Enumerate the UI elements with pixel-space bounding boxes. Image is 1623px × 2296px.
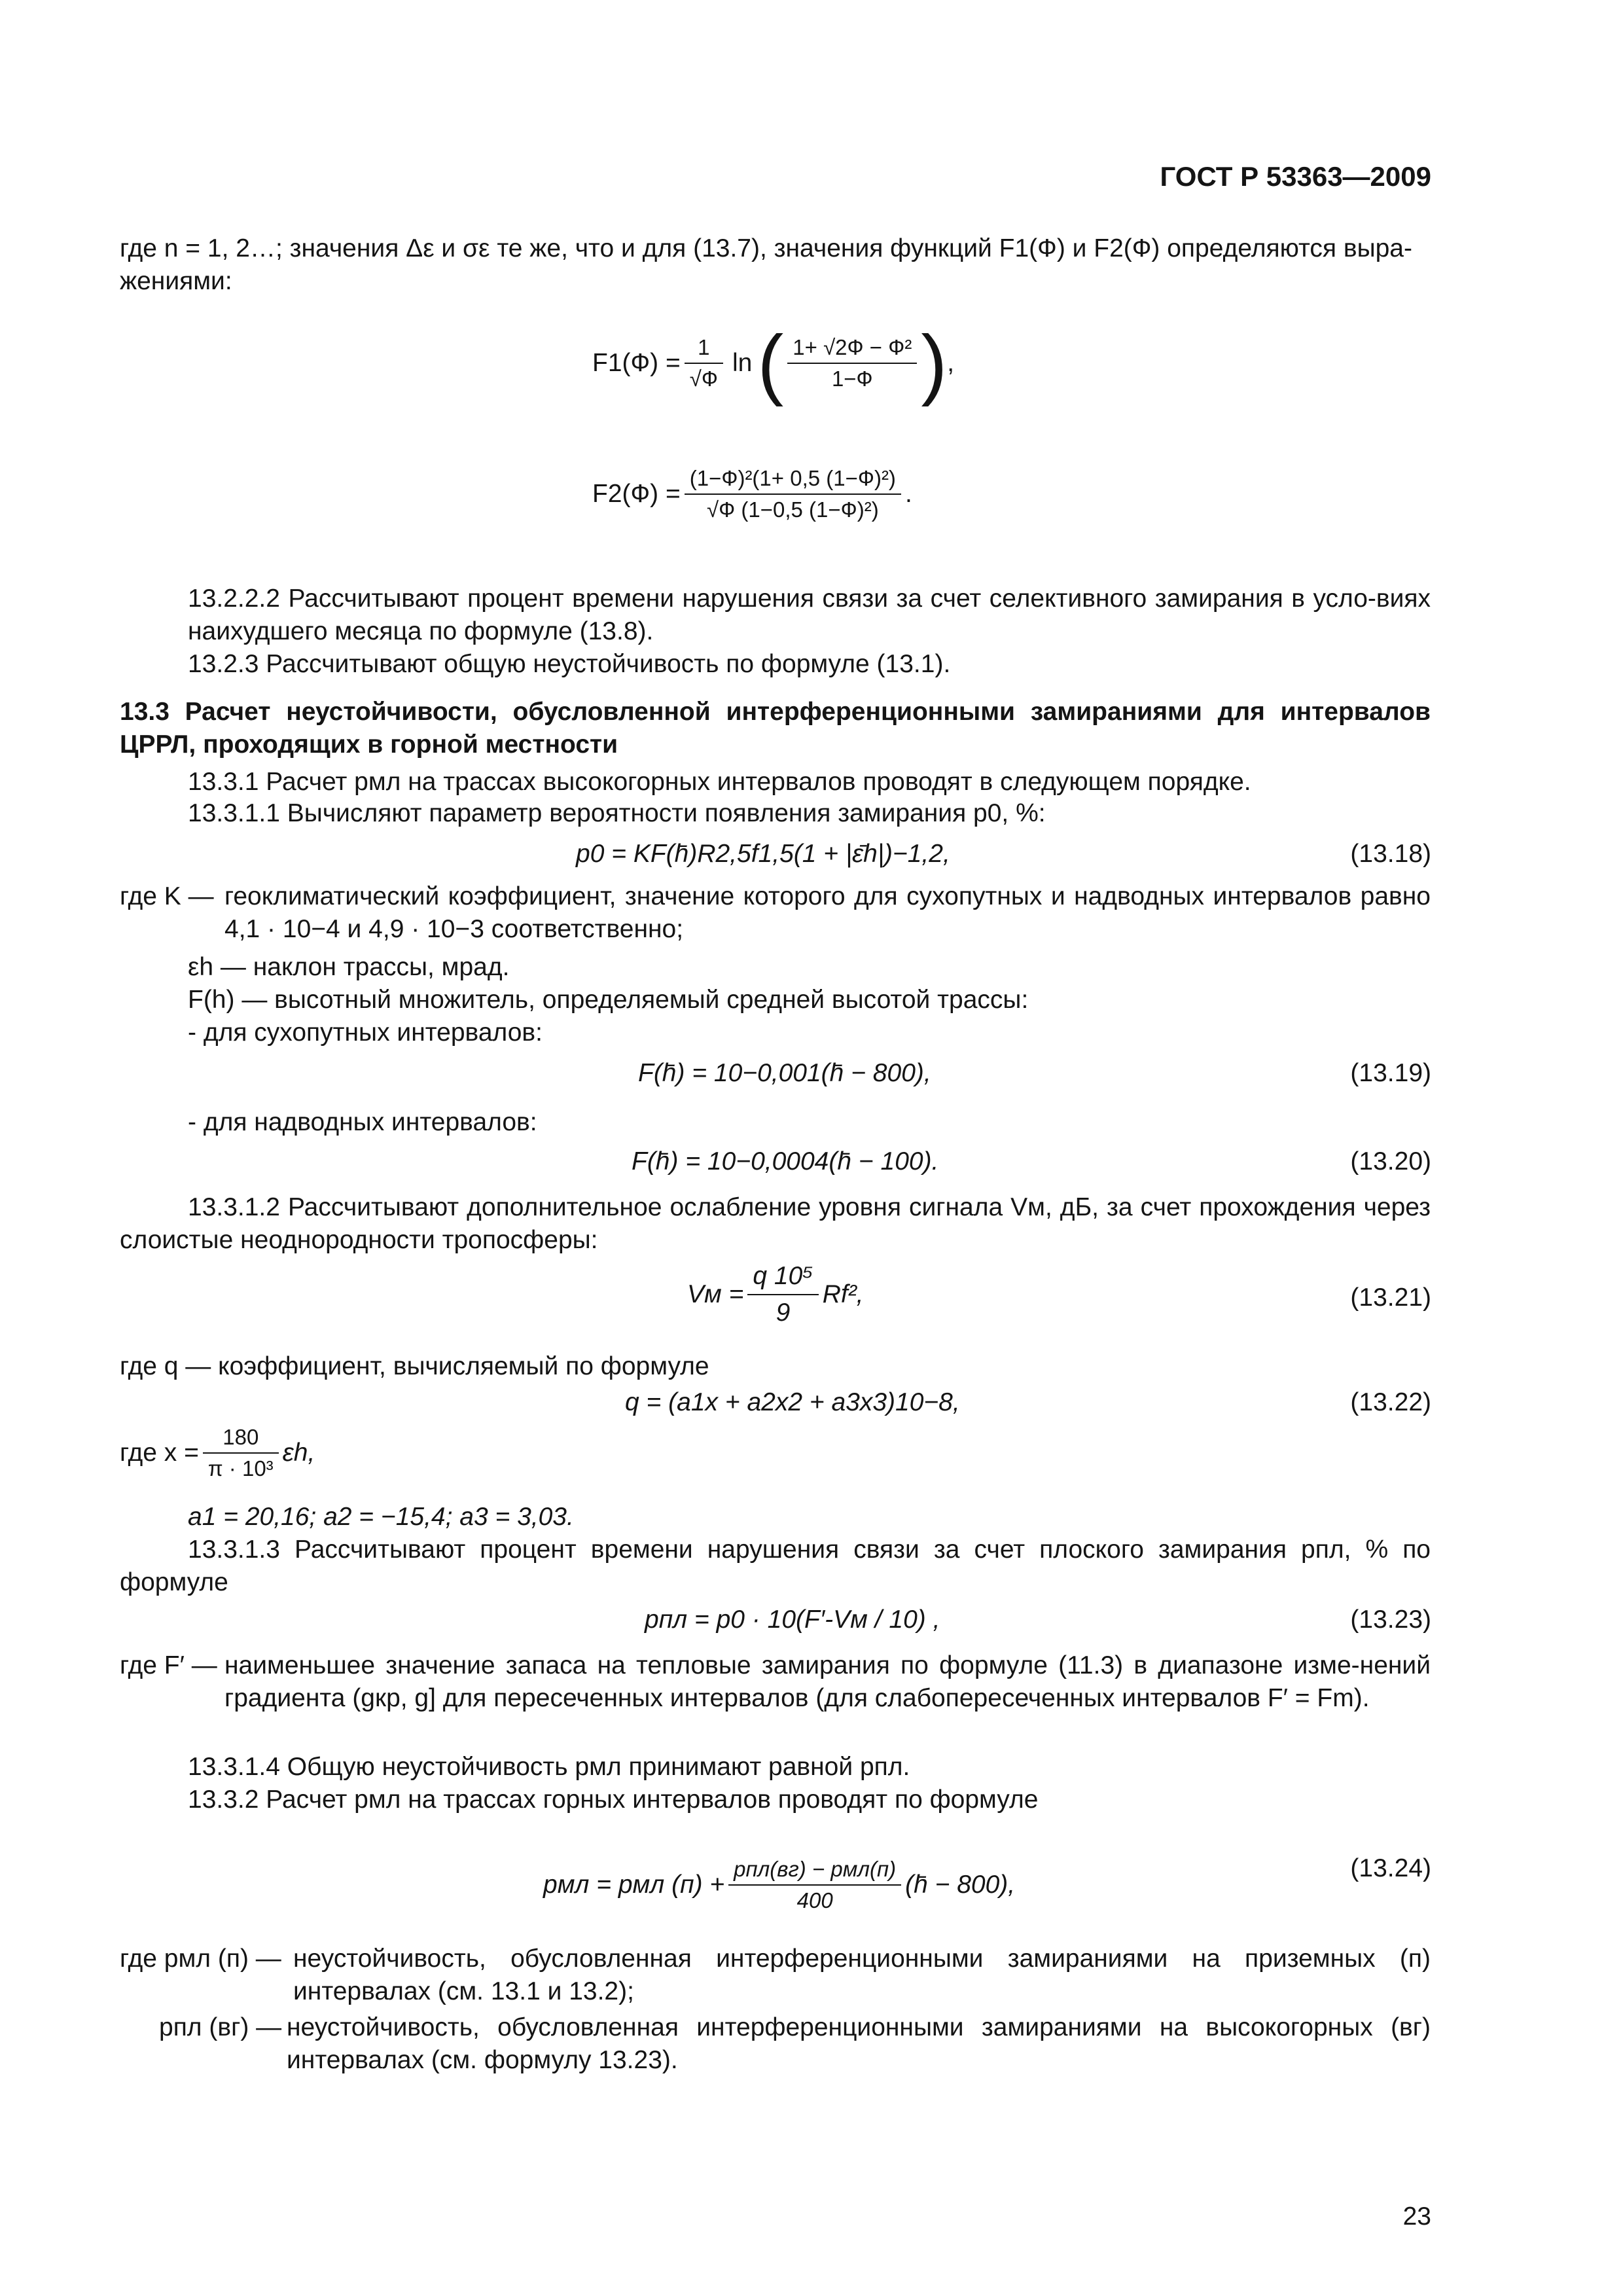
definition-p-ml-p-body: неустойчивость, обусловленная интерференционными замираниями на приземных (п) интервалах (см. 13.1 и 13.2); (293, 1945, 1431, 2005)
formula-13-24-den: 400 (796, 1888, 833, 1912)
page-number: 23 (1402, 2202, 1431, 2231)
definition-F-h: F(h) — высотный множитель, определяемый средней высотой трассы: (188, 986, 1029, 1014)
list-item-water: - для надводных интервалов: (188, 1108, 537, 1136)
formula-13-18: p0 = KF(h̄)R2,5f1,5(1 + |ε̄h|)−1,2, (576, 840, 950, 868)
equation-number-13-21: (13.21) (1350, 1283, 1431, 1312)
document-header: ГОСТ Р 53363—2009 (1160, 161, 1431, 192)
definition-p-ml-p-label: где pмл (п) — (120, 1945, 281, 1973)
coefficients-a: a1 = 20,16; a2 = −15,4; a3 = 3,03. (188, 1503, 574, 1531)
definition-F-prime-body: наименьшее значение запаса на тепловые замирания по формуле (11.3) в диапазоне изме-нений градиента (gкр, g] для пересеченных интервалов (для слабопересеченных интервалов F′ = Fm). (224, 1651, 1431, 1712)
definition-p-pl-vg (159, 2011, 1431, 2076)
right-paren: ) (921, 319, 948, 407)
definition-q: где q — коэффициент, вычисляемый по формуле (120, 1352, 709, 1380)
equation-number-13-18: (13.18) (1350, 840, 1431, 868)
formula-13-21 (687, 1260, 864, 1329)
formula-13-24-num: pпл(вг) − pмл(п) (728, 1856, 901, 1886)
formula-f2 (592, 465, 912, 524)
formula-f1-ln: ln (732, 349, 753, 378)
formula-13-21-rhs: Rf², (822, 1280, 864, 1308)
definition-p-pl-vg-body: неустойчивость, обусловленная интерференционными замираниями на высокогорных (вг) интервалах (см. формулу 13.23). (287, 2013, 1431, 2074)
equation-number-13-19: (13.19) (1350, 1059, 1431, 1087)
equation-number-13-24: (13.24) (1350, 1854, 1431, 1882)
paragraph-13-2-2-2: 13.2.2.2 Рассчитывают процент времени нарушения связи за счет селективного замирания в усло-виях наихудшего месяца по формуле (13.8). (188, 584, 1431, 645)
definition-p-ml-p (120, 1943, 1431, 2007)
formula-13-21-num: q 10⁵ (747, 1260, 818, 1295)
formula-f1-end: , (947, 349, 955, 378)
definition-F-prime (120, 1649, 1431, 1714)
definition-p-pl-vg-label: pпл (вг) — (159, 2013, 282, 2041)
formula-f2-fraction (685, 465, 901, 524)
formula-13-24-rhs: (h̄ − 800), (905, 1871, 1016, 1899)
definition-K (120, 880, 1431, 945)
formula-f1-num: 1+ √2Ф − Ф² (787, 334, 917, 364)
formula-f1-lhs: F1(Ф) = (592, 349, 681, 378)
formula-13-22: q = (a1x + a2x2 + a3x3)10−8, (625, 1388, 960, 1416)
left-paren: ( (757, 319, 784, 407)
definition-eps-h: εh — наклон трассы, мрад. (188, 953, 510, 981)
paragraph-13-3-1-4: 13.3.1.4 Общую неустойчивость pмл принимают равной pпл. (188, 1753, 910, 1781)
formula-13-21-den: 9 (776, 1298, 791, 1327)
intro-line-1: где n = 1, 2…; значения Δε и σε те же, что и для (13.7), значения функций F1(Ф) и F2(Ф) определяются выра- (120, 234, 1412, 262)
definition-K-body: геоклиматический коэффициент, значение которого для сухопутных и надводных интервалов равно 4,1 · 10−4 и 4,9 · 10−3 соответственно; (224, 882, 1431, 943)
formula-13-24-fraction (728, 1856, 901, 1914)
definition-F-prime-label: где F′ — (120, 1651, 217, 1679)
paragraph-13-3-2: 13.3.2 Расчет pмл на трассах горных интервалов проводят по формуле (188, 1785, 1039, 1814)
formula-f2-lhs: F2(Ф) = (592, 480, 681, 509)
formula-f1-fraction (787, 334, 917, 393)
equation-number-13-20: (13.20) (1350, 1147, 1431, 1175)
formula-f1-coef-num: 1 (685, 334, 723, 364)
definition-x-fraction (203, 1424, 279, 1482)
definition-x-pre: где x = (120, 1439, 199, 1467)
formula-13-24-lhs: pмл = pмл (п) + (543, 1871, 725, 1899)
definition-x (120, 1424, 315, 1482)
definition-x-den: π · 10³ (207, 1456, 274, 1480)
definition-x-post: εh, (282, 1439, 315, 1467)
formula-f2-den: √Ф (1−0,5 (1−Ф)²) (706, 497, 879, 522)
formula-f2-num: (1−Ф)²(1+ 0,5 (1−Ф)²) (685, 465, 901, 495)
formula-13-23: pпл = p0 · 10(F′-Vм / 10) , (645, 1605, 940, 1634)
formula-13-19: F(h̄) = 10−0,001(h̄ − 800), (638, 1059, 931, 1087)
formula-f1-coefficient (685, 334, 723, 393)
formula-f1 (592, 319, 955, 407)
intro-line-2: жениями: (120, 267, 232, 295)
definition-x-num: 180 (203, 1424, 279, 1454)
paragraph-13-3-1-2: 13.3.1.2 Рассчитывают дополнительное ослабление уровня сигнала Vм, дБ, за счет прохождения через слоистые неоднородности тропосферы: (120, 1193, 1431, 1254)
section-heading-13-3: 13.3 Расчет неустойчивости, обусловленной интерференционными замираниями для интервалов ЦРРЛ, проходящих в горной местности (120, 698, 1431, 759)
formula-13-20: F(h̄) = 10−0,0004(h̄ − 100). (632, 1147, 939, 1175)
formula-13-21-fraction (747, 1260, 818, 1329)
paragraph-13-2-3: 13.2.3 Рассчитывают общую неустойчивость по формуле (13.1). (188, 650, 951, 678)
definition-K-label: где K — (120, 882, 214, 910)
formula-13-24 (543, 1856, 1015, 1914)
list-item-land: - для сухопутных интервалов: (188, 1018, 543, 1047)
equation-number-13-22: (13.22) (1350, 1388, 1431, 1416)
formula-13-21-lhs: Vм = (687, 1280, 744, 1308)
paragraph-13-3-1-3: 13.3.1.3 Рассчитывают процент времени нарушения связи за счет плоского замирания pпл, % по формуле (120, 1535, 1431, 1596)
paragraph-13-3-1-1: 13.3.1.1 Вычисляют параметр вероятности появления замирания p0, %: (188, 799, 1046, 827)
equation-number-13-23: (13.23) (1350, 1605, 1431, 1634)
formula-f2-end: . (904, 480, 912, 509)
formula-f1-coef-den: √Ф (689, 367, 718, 391)
formula-f1-den: 1−Ф (831, 367, 873, 391)
paragraph-13-3-1: 13.3.1 Расчет pмл на трассах высокогорных интервалов проводят в следующем порядке. (188, 768, 1251, 796)
